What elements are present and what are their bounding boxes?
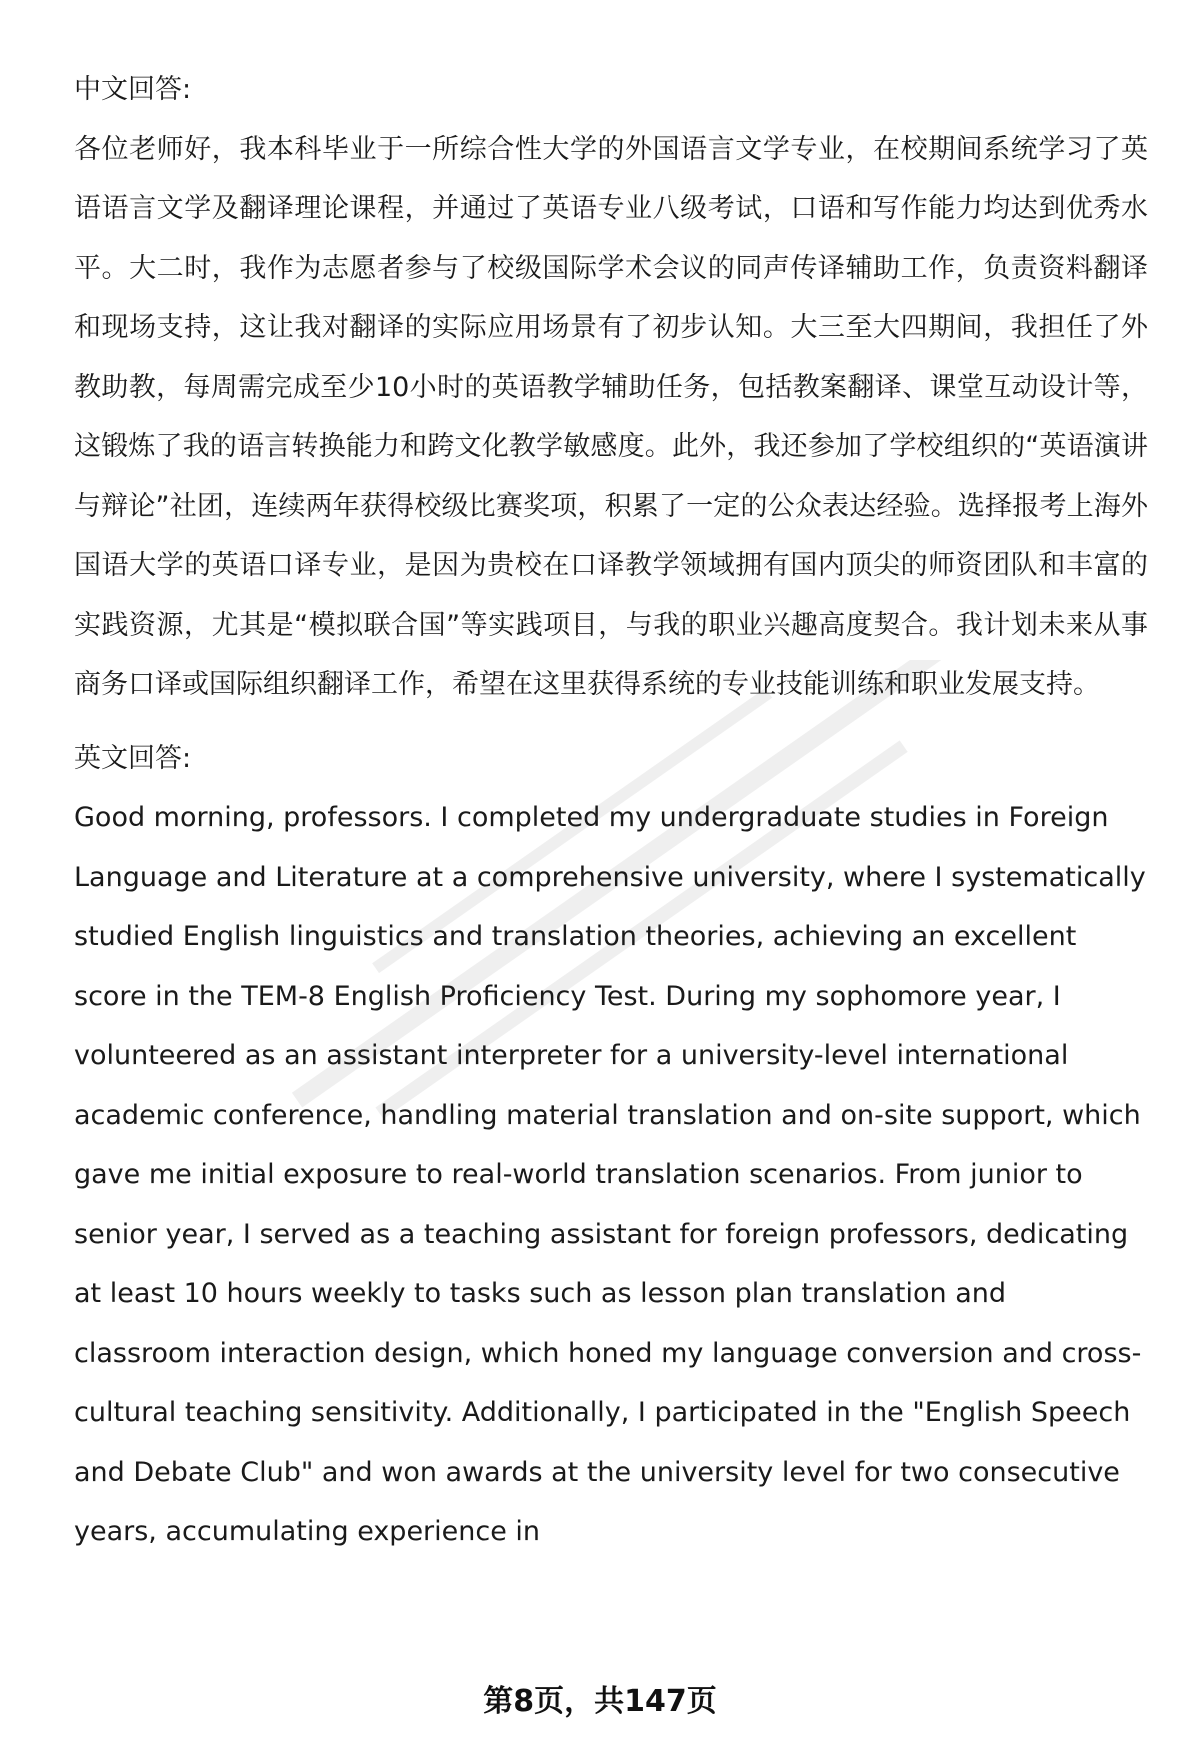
- page-indicator: 第8页，共147页: [483, 1684, 717, 1719]
- document-page: [74, 60, 1148, 1562]
- chinese-answer-body: 各位老师好，我本科毕业于一所综合性大学的外国语言文学专业，在校期间系统学习了英语语言文学及翻译理论课程，并通过了英语专业八级考试，口语和写作能力均达到优秀水平。大二时，我作为志愿者参与了校级国际学术会议的同声传译辅助工作，负责资料翻译和现场支持，这让我对翻译的实际应用场景有了初步认知。大三至大四期间，我担任了外教助教，每周需完成至少10小时的英语教学辅助任务，包括教案翻译、课堂互动设计等，这锻炼了我的语言转换能力和跨文化教学敏感度。此外，我还参加了学校组织的“英语演讲与辩论”社团，连续两年获得校级比赛奖项，积累了一定的公众表达经验。选择报考上海外国语大学的英语口译专业，是因为贵校在口译教学领域拥有国内顶尖的师资团队和丰富的实践资源，尤其是“模拟联合国”等实践项目，与我的职业兴趣高度契合。我计划未来从事商务口译或国际组织翻译工作，希望在这里获得系统的专业技能训练和职业发展支持。: [74, 133, 1148, 700]
- english-answer-label: 英文回答:: [74, 742, 192, 774]
- chinese-answer-label: 中文回答:: [74, 74, 192, 105]
- english-answer-body: Good morning, professors. I completed my undergraduate studies in Foreign Language and Literature at a comprehensive university, where I systematically studied English linguistics and translation theories, achieving an excellent score in the TEM-8 English Proficiency Test. During my sophomore year, I volunteered as an assistant interpreter for a university-level international academic conference, handling material translation and on-site support, which gave me initial exposure to real-world translation scenarios. From junior to senior year, I served as a teaching assistant for foreign professors, dedicating at least 10 hours weekly to tasks such as lesson plan translation and classroom interaction design, which honed my language conversion and cross-cultural teaching sensitivity. Additionally, I participated in the "English Speech and Debate Club" and won awards at the university level for two consecutive years, accumulating experience in: [74, 802, 1146, 1547]
